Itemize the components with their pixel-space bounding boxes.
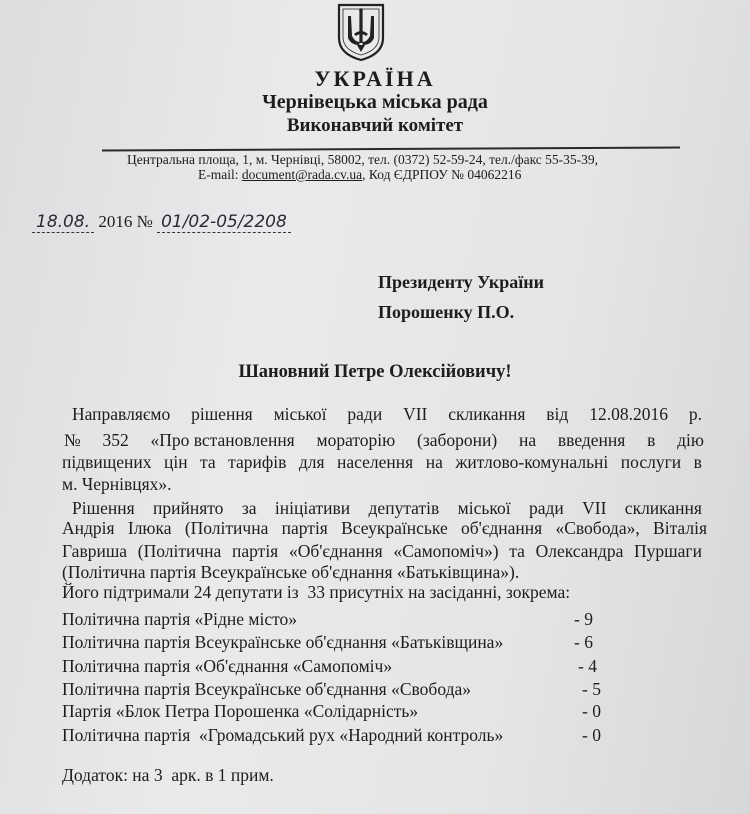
letterhead-divider bbox=[102, 146, 680, 151]
party-name: Політична партія Всеукраїнське об'єднання «Свобода» bbox=[62, 679, 471, 699]
paragraph2-line3: Гавриша (Політична партія «Об'єднання «Самопоміч») та Олександра Пуршаги bbox=[62, 541, 702, 561]
support-statement: Його підтримали 24 депутати із 33 присутніх на засіданні, зокрема: bbox=[62, 582, 571, 602]
salutation: Шановний Петре Олексійовичу! bbox=[238, 362, 512, 382]
handwritten-date: 18.08. bbox=[32, 212, 94, 233]
letterhead-contacts bbox=[198, 167, 521, 183]
party-vote-count: - 5 bbox=[582, 679, 601, 699]
council-heading: Чернівецька міська рада bbox=[262, 91, 488, 113]
coat-of-arms-emblem bbox=[335, 2, 387, 62]
paragraph2-line2: Андрія Ілюка (Політична партія Всеукраїнське об'єднання «Свобода», Віталія bbox=[62, 518, 707, 538]
paragraph1-line1: Направляємо рішення міської ради VII скликання від 12.08.2016 р. bbox=[72, 404, 702, 424]
outgoing-dateline bbox=[32, 212, 291, 233]
paragraph1-line2: № 352 «Про встановлення мораторію (заборони) на введення в дію bbox=[64, 430, 704, 450]
party-name: Політична партія «Об'єднання «Самопоміч» bbox=[62, 656, 393, 676]
letterhead-address: Центральна площа, 1, м. Чернівці, 58002, тел. (0372) 52-59-24, тел./факс 55-35-39, bbox=[127, 152, 599, 167]
addressee-name: Порошенку П.О. bbox=[378, 302, 515, 322]
year-and-number-label: 2016 № bbox=[94, 212, 158, 231]
committee-heading: Виконавчий комітет bbox=[286, 115, 464, 136]
attachment-note: Додаток: на 3 арк. в 1 прим. bbox=[62, 765, 274, 785]
email-link[interactable]: document@rada.cv.ua bbox=[241, 167, 363, 182]
party-name: Політична партія «Рідне місто» bbox=[62, 609, 298, 629]
email-label: E-mail: bbox=[198, 167, 242, 182]
party-vote-count: - 0 bbox=[582, 701, 601, 721]
party-vote-count: - 4 bbox=[578, 656, 597, 676]
paragraph2-line4: (Політична партія Всеукраїнське об'єднання «Батьківщина»). bbox=[62, 562, 520, 582]
party-vote-count: - 0 bbox=[582, 725, 601, 745]
handwritten-reg-number: 01/02-05/2208 bbox=[157, 212, 291, 233]
edrpou-code: , Код ЄДРПОУ № 04062216 bbox=[362, 167, 522, 182]
party-name: Політична партія Всеукраїнське об'єднання «Батьківщина» bbox=[62, 632, 504, 652]
addressee-title: Президенту України bbox=[378, 272, 545, 292]
paragraph2-line1: Рішення прийнято за ініціативи депутатів міської ради VII скликання bbox=[72, 498, 702, 518]
paragraph1-line4: м. Чернівцях». bbox=[62, 474, 172, 494]
party-name: Партія «Блок Петра Порошенка «Солідарність» bbox=[62, 701, 419, 721]
country-heading: УКРАЇНА bbox=[314, 66, 436, 91]
paragraph1-line3: підвищених цін та тарифів для населення на житлово-комунальні послуги в bbox=[62, 452, 702, 472]
party-vote-count: - 6 bbox=[574, 632, 593, 652]
party-name: Політична партія «Громадський рух «Народний контроль» bbox=[62, 725, 504, 745]
party-vote-count: - 9 bbox=[574, 609, 593, 629]
